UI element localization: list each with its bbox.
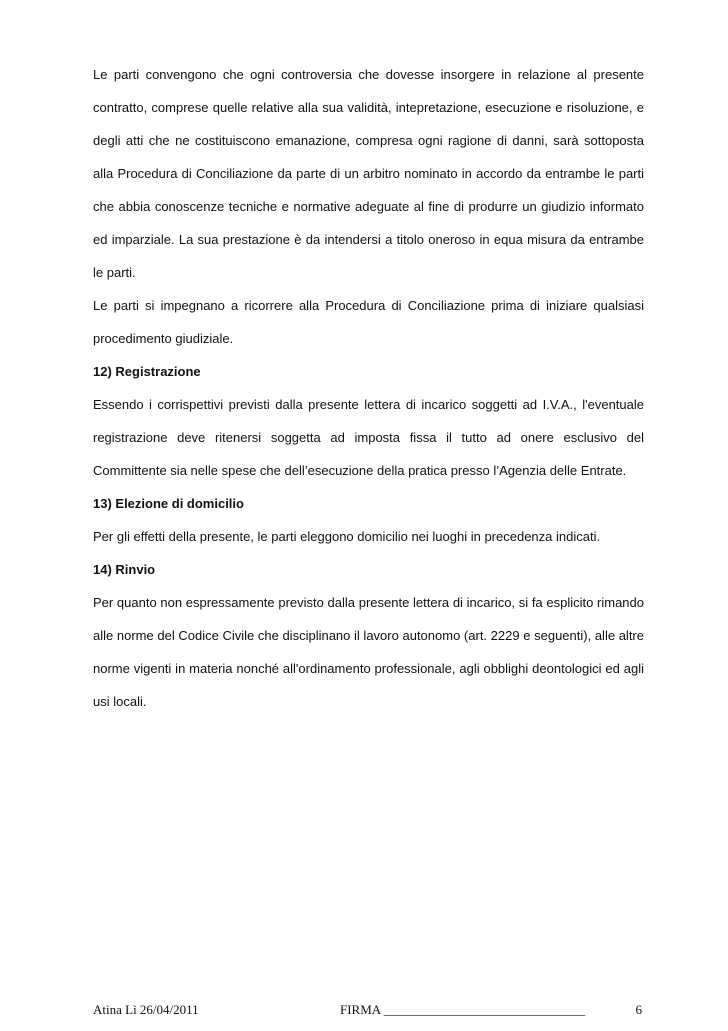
- footer-place-date: Atina Lì 26/04/2011: [93, 1002, 199, 1017]
- section-heading-rinvio: 14) Rinvio: [93, 562, 156, 577]
- document-body: [93, 58, 644, 718]
- footer-page-number: 6: [635, 1002, 642, 1017]
- paragraph-elezione-domicilio: Per gli effetti della presente, le parti eleggono domicilio nei luoghi in precedenza indicati.: [93, 529, 601, 544]
- section-heading-registrazione: 12) Registrazione: [93, 364, 201, 379]
- paragraph-conciliazione: Le parti si impegnano a ricorrere alla Procedura di Conciliazione prima di iniziare qualsiasi procedimento giudiziale.: [93, 298, 644, 346]
- paragraph-registrazione: Essendo i corrispettivi previsti dalla presente lettera di incarico soggetti ad I.V.A., l'eventuale registrazione deve ritenersi soggetta ad imposta fissa il tutto ad onere esclusivo del Committente sia nelle spese che dell’esecuzione della pratica presso l’Agenzia delle Entrate.: [93, 397, 644, 478]
- footer-signature-line: FIRMA _______________________________: [340, 1002, 586, 1017]
- paragraph-rinvio: Per quanto non espressamente previsto dalla presente lettera di incarico, si fa esplicito rimando alle norme del Codice Civile che disciplinano il lavoro autonomo (art. 2229 e seguenti), alle altre norme vigenti in materia nonché all'ordinamento professionale, agli obblighi deontologici ed agli usi locali.: [93, 595, 644, 709]
- section-heading-elezione-domicilio: 13) Elezione di domicilio: [93, 496, 244, 511]
- page-footer: [93, 1002, 644, 1020]
- paragraph-controversie: Le parti convengono che ogni controversia che dovesse insorgere in relazione al presente contratto, comprese quelle relative alla sua validità, intepretazione, esecuzione e risoluzione, e degli atti che ne costituiscono emanazione, compresa ogni ragione di danni, sarà sottoposta alla Procedura di Conciliazione da parte di un arbitro nominato in accordo da entrambe le parti che abbia conoscenze tecniche e normative adeguate al fine di produrre un giudizio informato ed imparziale. La sua prestazione è da intendersi a titolo oneroso in equa misura da entrambe le parti.: [93, 67, 644, 280]
